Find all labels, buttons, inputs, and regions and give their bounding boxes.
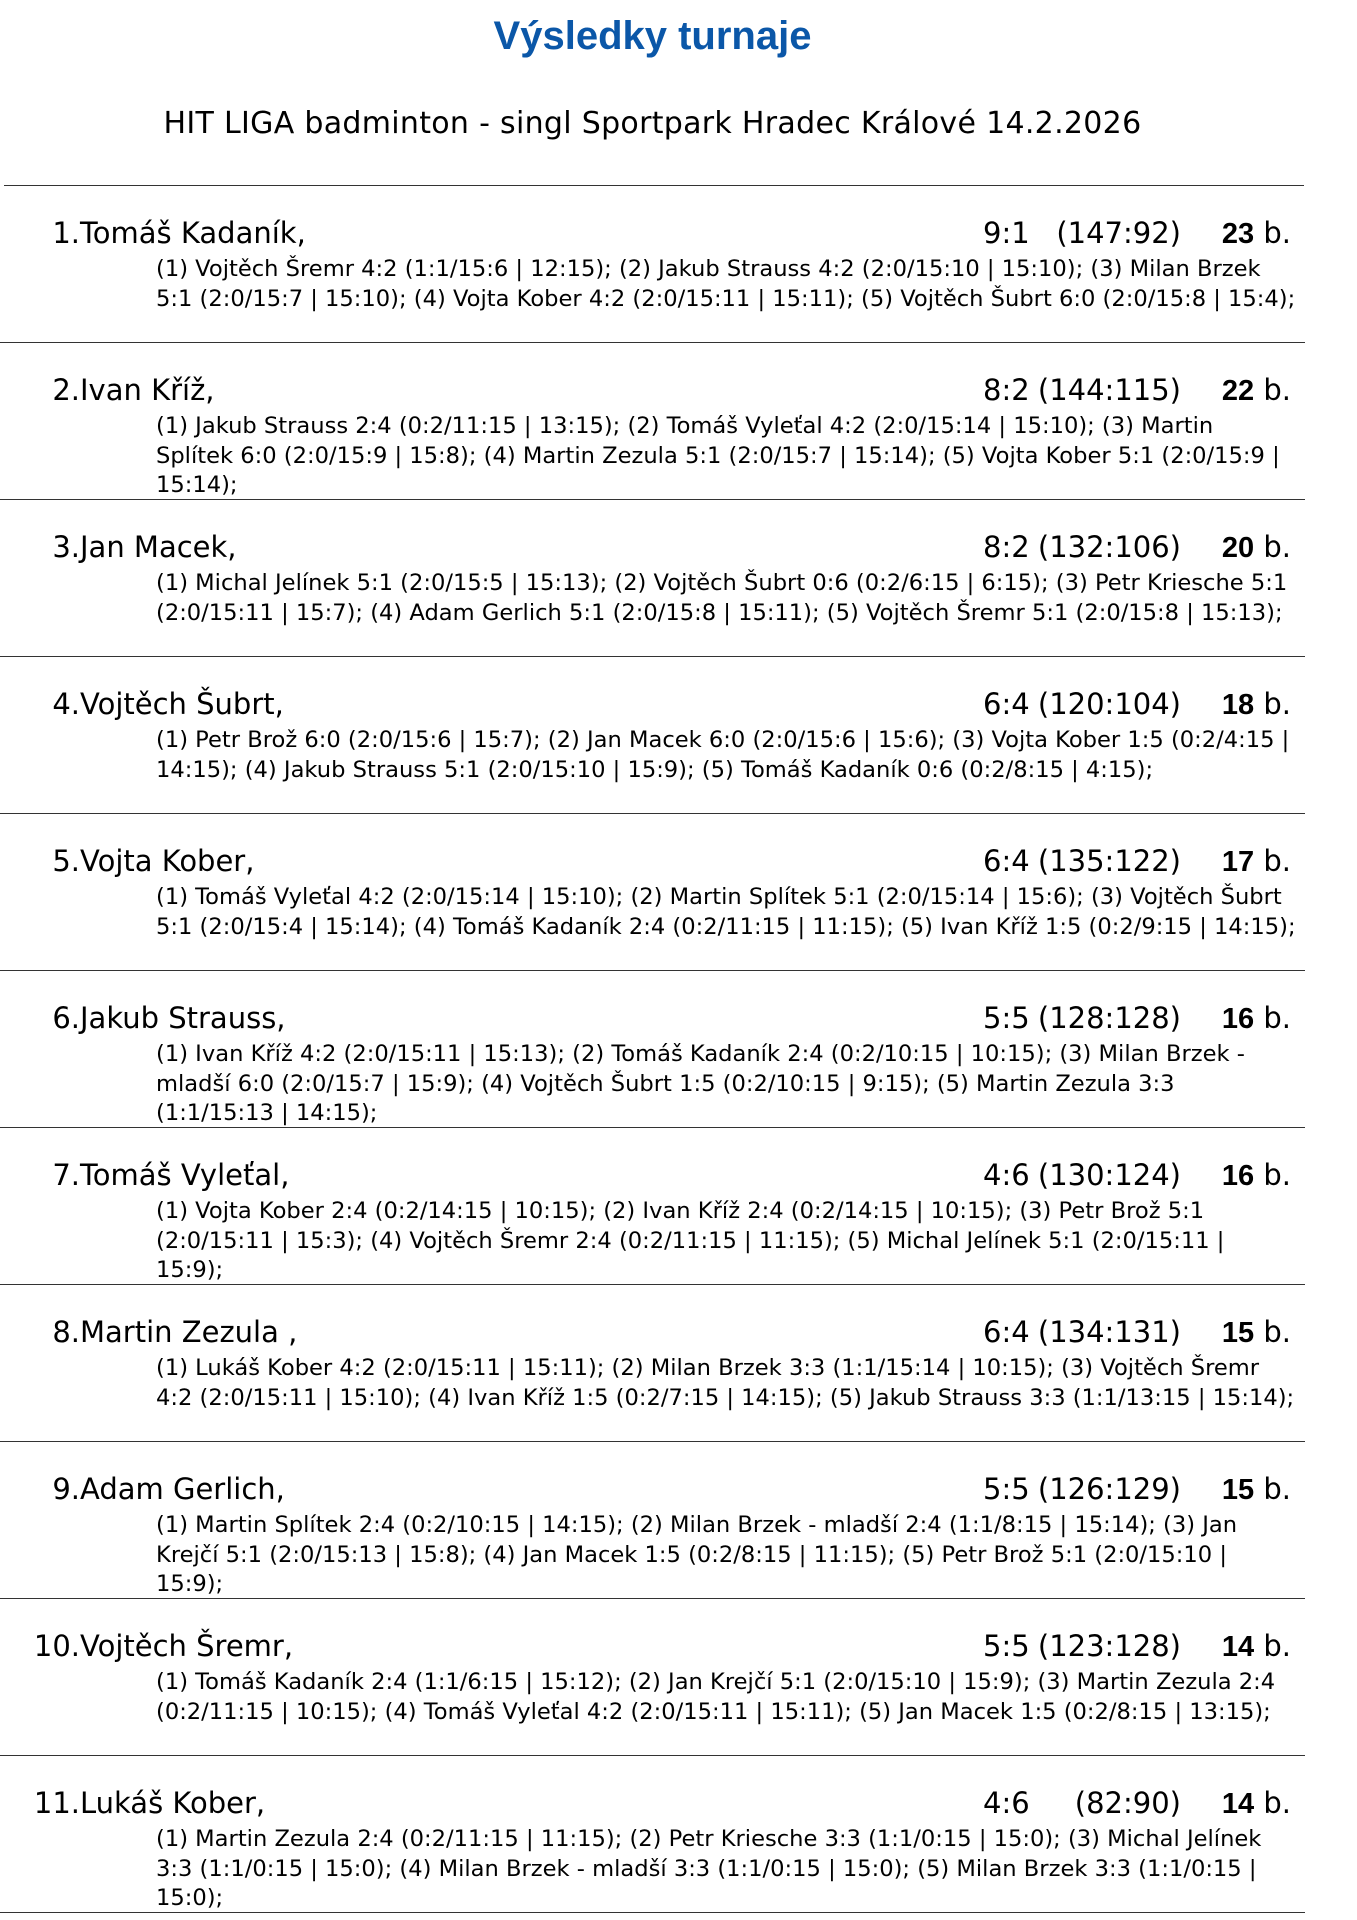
match-score: 4:6 xyxy=(983,1786,1030,1820)
points-value: 23 xyxy=(1221,218,1255,250)
player-name: Adam Gerlich, xyxy=(80,1472,285,1506)
total-points xyxy=(1222,687,1291,722)
match-details: (1) Vojta Kober 2:4 (0:2/14:15 | 10:15); (2) Ivan Kříž 2:4 (0:2/14:15 | 10:15); (3) Petr Brož 5:1 (2:0/15:11 | 15:3); (4) Vojtěch Šremr 2:4 (0:2/11:15 | 11:15); (5) Michal Jelínek 5:1 (2:0/15:11 | 15:9); xyxy=(156,1198,1225,1283)
rank: 8. xyxy=(52,1315,80,1349)
match-score: 6:4 xyxy=(983,687,1030,721)
result-header xyxy=(0,530,1305,566)
points-ratio: (120:104) xyxy=(1037,687,1181,721)
total-points xyxy=(1222,1629,1291,1664)
points-suffix: b. xyxy=(1263,373,1291,407)
points-value: 16 xyxy=(1221,1160,1255,1192)
player-name: Jakub Strauss, xyxy=(80,1001,286,1035)
points-value: 14 xyxy=(1221,1788,1255,1820)
points-suffix: b. xyxy=(1263,530,1291,564)
points-suffix: b. xyxy=(1263,1786,1291,1820)
points-value: 22 xyxy=(1221,375,1255,407)
result-entry xyxy=(0,1128,1305,1285)
result-header xyxy=(0,844,1305,880)
player-name: Tomáš Kadaník, xyxy=(80,216,306,250)
player-name: Vojta Kober, xyxy=(80,844,255,878)
match-details: (1) Tomáš Kadaník 2:4 (1:1/6:15 | 15:12); (2) Jan Krejčí 5:1 (2:0/15:10 | 15:9); (3) Martin Zezula 2:4 (0:2/11:15 | 10:15); (4) Tomáš Vyleťal 4:2 (2:0/15:11 | 15:11); (5) Jan Macek 1:5 (0:2/8:15 | 13:15); xyxy=(156,1669,1276,1725)
points-ratio: (135:122) xyxy=(1037,844,1181,878)
match-details: (1) Michal Jelínek 5:1 (2:0/15:5 | 15:13); (2) Vojtěch Šubrt 0:6 (0:2/6:15 | 6:15); (3) Petr Kriesche 5:1 (2:0/15:11 | 15:7); (4) Adam Gerlich 5:1 (2:0/15:8 | 15:11); (5) Vojtěch Šremr 5:1 (2:0/15:8 | 15:13); xyxy=(156,570,1288,626)
total-points xyxy=(1222,373,1291,408)
result-entry xyxy=(0,657,1305,814)
page-title: Výsledky turnaje xyxy=(493,14,812,58)
match-score: 5:5 xyxy=(983,1001,1030,1035)
match-score: 9:1 xyxy=(983,216,1030,250)
total-points xyxy=(1222,216,1291,251)
result-entry xyxy=(0,500,1305,657)
rank: 10. xyxy=(33,1629,80,1663)
points-value: 15 xyxy=(1221,1317,1255,1349)
match-score: 8:2 xyxy=(983,373,1030,407)
rank: 9. xyxy=(52,1472,80,1506)
match-details: (1) Tomáš Vyleťal 4:2 (2:0/15:14 | 15:10); (2) Martin Splítek 5:1 (2:0/15:14 | 15:6); (3) Vojtěch Šubrt 5:1 (2:0/15:4 | 15:14); (4) Tomáš Kadaník 2:4 (0:2/11:15 | 11:15); (5) Ivan Kříž 1:5 (0:2/9:15 | 14:15); xyxy=(156,884,1296,940)
match-score: 5:5 xyxy=(983,1472,1030,1506)
total-points xyxy=(1222,1472,1291,1507)
total-points xyxy=(1222,1001,1291,1036)
rank: 3. xyxy=(52,530,80,564)
points-value: 18 xyxy=(1221,689,1255,721)
match-score: 4:6 xyxy=(983,1158,1030,1192)
player-name: Vojtěch Šremr, xyxy=(80,1629,294,1663)
points-suffix: b. xyxy=(1263,1629,1291,1663)
result-entry xyxy=(0,1599,1305,1756)
rank: 11. xyxy=(33,1786,80,1820)
points-ratio: (128:128) xyxy=(1037,1001,1181,1035)
player-name: Lukáš Kober, xyxy=(80,1786,266,1820)
result-entry xyxy=(0,971,1305,1128)
rank: 7. xyxy=(52,1158,80,1192)
player-name: Ivan Kříž, xyxy=(80,373,215,407)
match-details: (1) Vojtěch Šremr 4:2 (1:1/15:6 | 12:15); (2) Jakub Strauss 4:2 (2:0/15:10 | 15:10); (3) Milan Brzek 5:1 (2:0/15:7 | 15:10); (4) Vojta Kober 4:2 (2:0/15:11 | 15:11); (5) Vojtěch Šubrt 6:0 (2:0/15:8 | 15:4); xyxy=(156,256,1296,312)
rank: 6. xyxy=(52,1001,80,1035)
result-entry xyxy=(0,186,1305,343)
points-value: 16 xyxy=(1221,1003,1255,1035)
points-ratio: (123:128) xyxy=(1037,1629,1181,1663)
match-details: (1) Lukáš Kober 4:2 (2:0/15:11 | 15:11); (2) Milan Brzek 3:3 (1:1/15:14 | 10:15); (3) Vojtěch Šremr 4:2 (2:0/15:11 | 15:10); (4) Ivan Kříž 1:5 (0:2/7:15 | 14:15); (5) Jakub Strauss 3:3 (1:1/13:15 | 15:14); xyxy=(156,1355,1295,1411)
result-entry xyxy=(0,343,1305,500)
result-header xyxy=(0,216,1305,252)
result-header xyxy=(0,1158,1305,1194)
points-ratio: (82:90) xyxy=(1074,1786,1181,1820)
rank: 5. xyxy=(52,844,80,878)
match-score: 6:4 xyxy=(983,844,1030,878)
points-ratio: (147:92) xyxy=(1056,216,1181,250)
player-name: Jan Macek, xyxy=(80,530,237,564)
match-score: 6:4 xyxy=(983,1315,1030,1349)
result-entry xyxy=(0,814,1305,971)
player-name: Martin Zezula , xyxy=(80,1315,298,1349)
match-score: 8:2 xyxy=(983,530,1030,564)
total-points xyxy=(1222,1158,1291,1193)
result-header xyxy=(0,1315,1305,1351)
player-name: Tomáš Vyleťal, xyxy=(80,1158,290,1192)
points-suffix: b. xyxy=(1263,1315,1291,1349)
match-details: (1) Jakub Strauss 2:4 (0:2/11:15 | 13:15); (2) Tomáš Vyleťal 4:2 (2:0/15:14 | 15:10); (3) Martin Splítek 6:0 (2:0/15:9 | 15:8); (4) Martin Zezula 5:1 (2:0/15:7 | 15:14); (5) Vojta Kober 5:1 (2:0/15:9 | 15:14); xyxy=(156,413,1280,498)
points-ratio: (134:131) xyxy=(1037,1315,1181,1349)
result-entry xyxy=(0,1442,1305,1599)
match-details: (1) Petr Brož 6:0 (2:0/15:6 | 15:7); (2) Jan Macek 6:0 (2:0/15:6 | 15:6); (3) Vojta Kober 1:5 (0:2/4:15 | 14:15); (4) Jakub Strauss 5:1 (2:0/15:10 | 15:9); (5) Tomáš Kadaník 0:6 (0:2/8:15 | 4:15); xyxy=(156,727,1290,783)
player-name: Vojtěch Šubrt, xyxy=(80,687,284,721)
points-ratio: (130:124) xyxy=(1037,1158,1181,1192)
points-ratio: (132:106) xyxy=(1037,530,1181,564)
result-header xyxy=(0,1786,1305,1822)
total-points xyxy=(1222,1786,1291,1821)
points-value: 17 xyxy=(1221,846,1255,878)
points-suffix: b. xyxy=(1263,844,1291,878)
result-header xyxy=(0,1472,1305,1508)
result-header xyxy=(0,1629,1305,1665)
total-points xyxy=(1222,1315,1291,1350)
rank: 1. xyxy=(52,216,80,250)
match-details: (1) Ivan Kříž 4:2 (2:0/15:11 | 15:13); (2) Tomáš Kadaník 2:4 (0:2/10:15 | 10:15); (3) Milan Brzek - mladší 6:0 (2:0/15:7 | 15:9); (4) Vojtěch Šubrt 1:5 (0:2/10:15 | 9:15); (5) Martin Zezula 3:3 (1:1/15:13 | 14:15); xyxy=(156,1041,1245,1126)
result-entry xyxy=(0,1285,1305,1442)
tournament-subtitle: HIT LIGA badminton - singl Sportpark Hradec Králové 14.2.2026 xyxy=(163,106,1142,141)
match-score: 5:5 xyxy=(983,1629,1030,1663)
result-header xyxy=(0,373,1305,409)
points-suffix: b. xyxy=(1263,1472,1291,1506)
total-points xyxy=(1222,844,1291,879)
match-details: (1) Martin Splítek 2:4 (0:2/10:15 | 14:15); (2) Milan Brzek - mladší 2:4 (1:1/8:15 | 15:14); (3) Jan Krejčí 5:1 (2:0/15:13 | 15:8); (4) Jan Macek 1:5 (0:2/8:15 | 11:15); (5) Petr Brož 5:1 (2:0/15:10 | 15:9); xyxy=(156,1512,1238,1597)
rank: 2. xyxy=(52,373,80,407)
rank: 4. xyxy=(52,687,80,721)
result-entry xyxy=(0,1756,1305,1913)
points-suffix: b. xyxy=(1263,687,1291,721)
points-suffix: b. xyxy=(1263,216,1291,250)
points-ratio: (126:129) xyxy=(1037,1472,1181,1506)
results-list xyxy=(0,186,1305,1913)
result-header xyxy=(0,1001,1305,1037)
points-value: 15 xyxy=(1221,1474,1255,1506)
total-points xyxy=(1222,530,1291,565)
points-suffix: b. xyxy=(1263,1001,1291,1035)
points-suffix: b. xyxy=(1263,1158,1291,1192)
points-value: 14 xyxy=(1221,1631,1255,1663)
result-header xyxy=(0,687,1305,723)
points-ratio: (144:115) xyxy=(1037,373,1181,407)
points-value: 20 xyxy=(1221,532,1255,564)
match-details: (1) Martin Zezula 2:4 (0:2/11:15 | 11:15); (2) Petr Kriesche 3:3 (1:1/0:15 | 15:0); (3) Michal Jelínek 3:3 (1:1/0:15 | 15:0); (4) Milan Brzek - mladší 3:3 (1:1/0:15 | 15:0); (5) Milan Brzek 3:3 (1:1/0:15 | 15:0); xyxy=(156,1826,1262,1911)
